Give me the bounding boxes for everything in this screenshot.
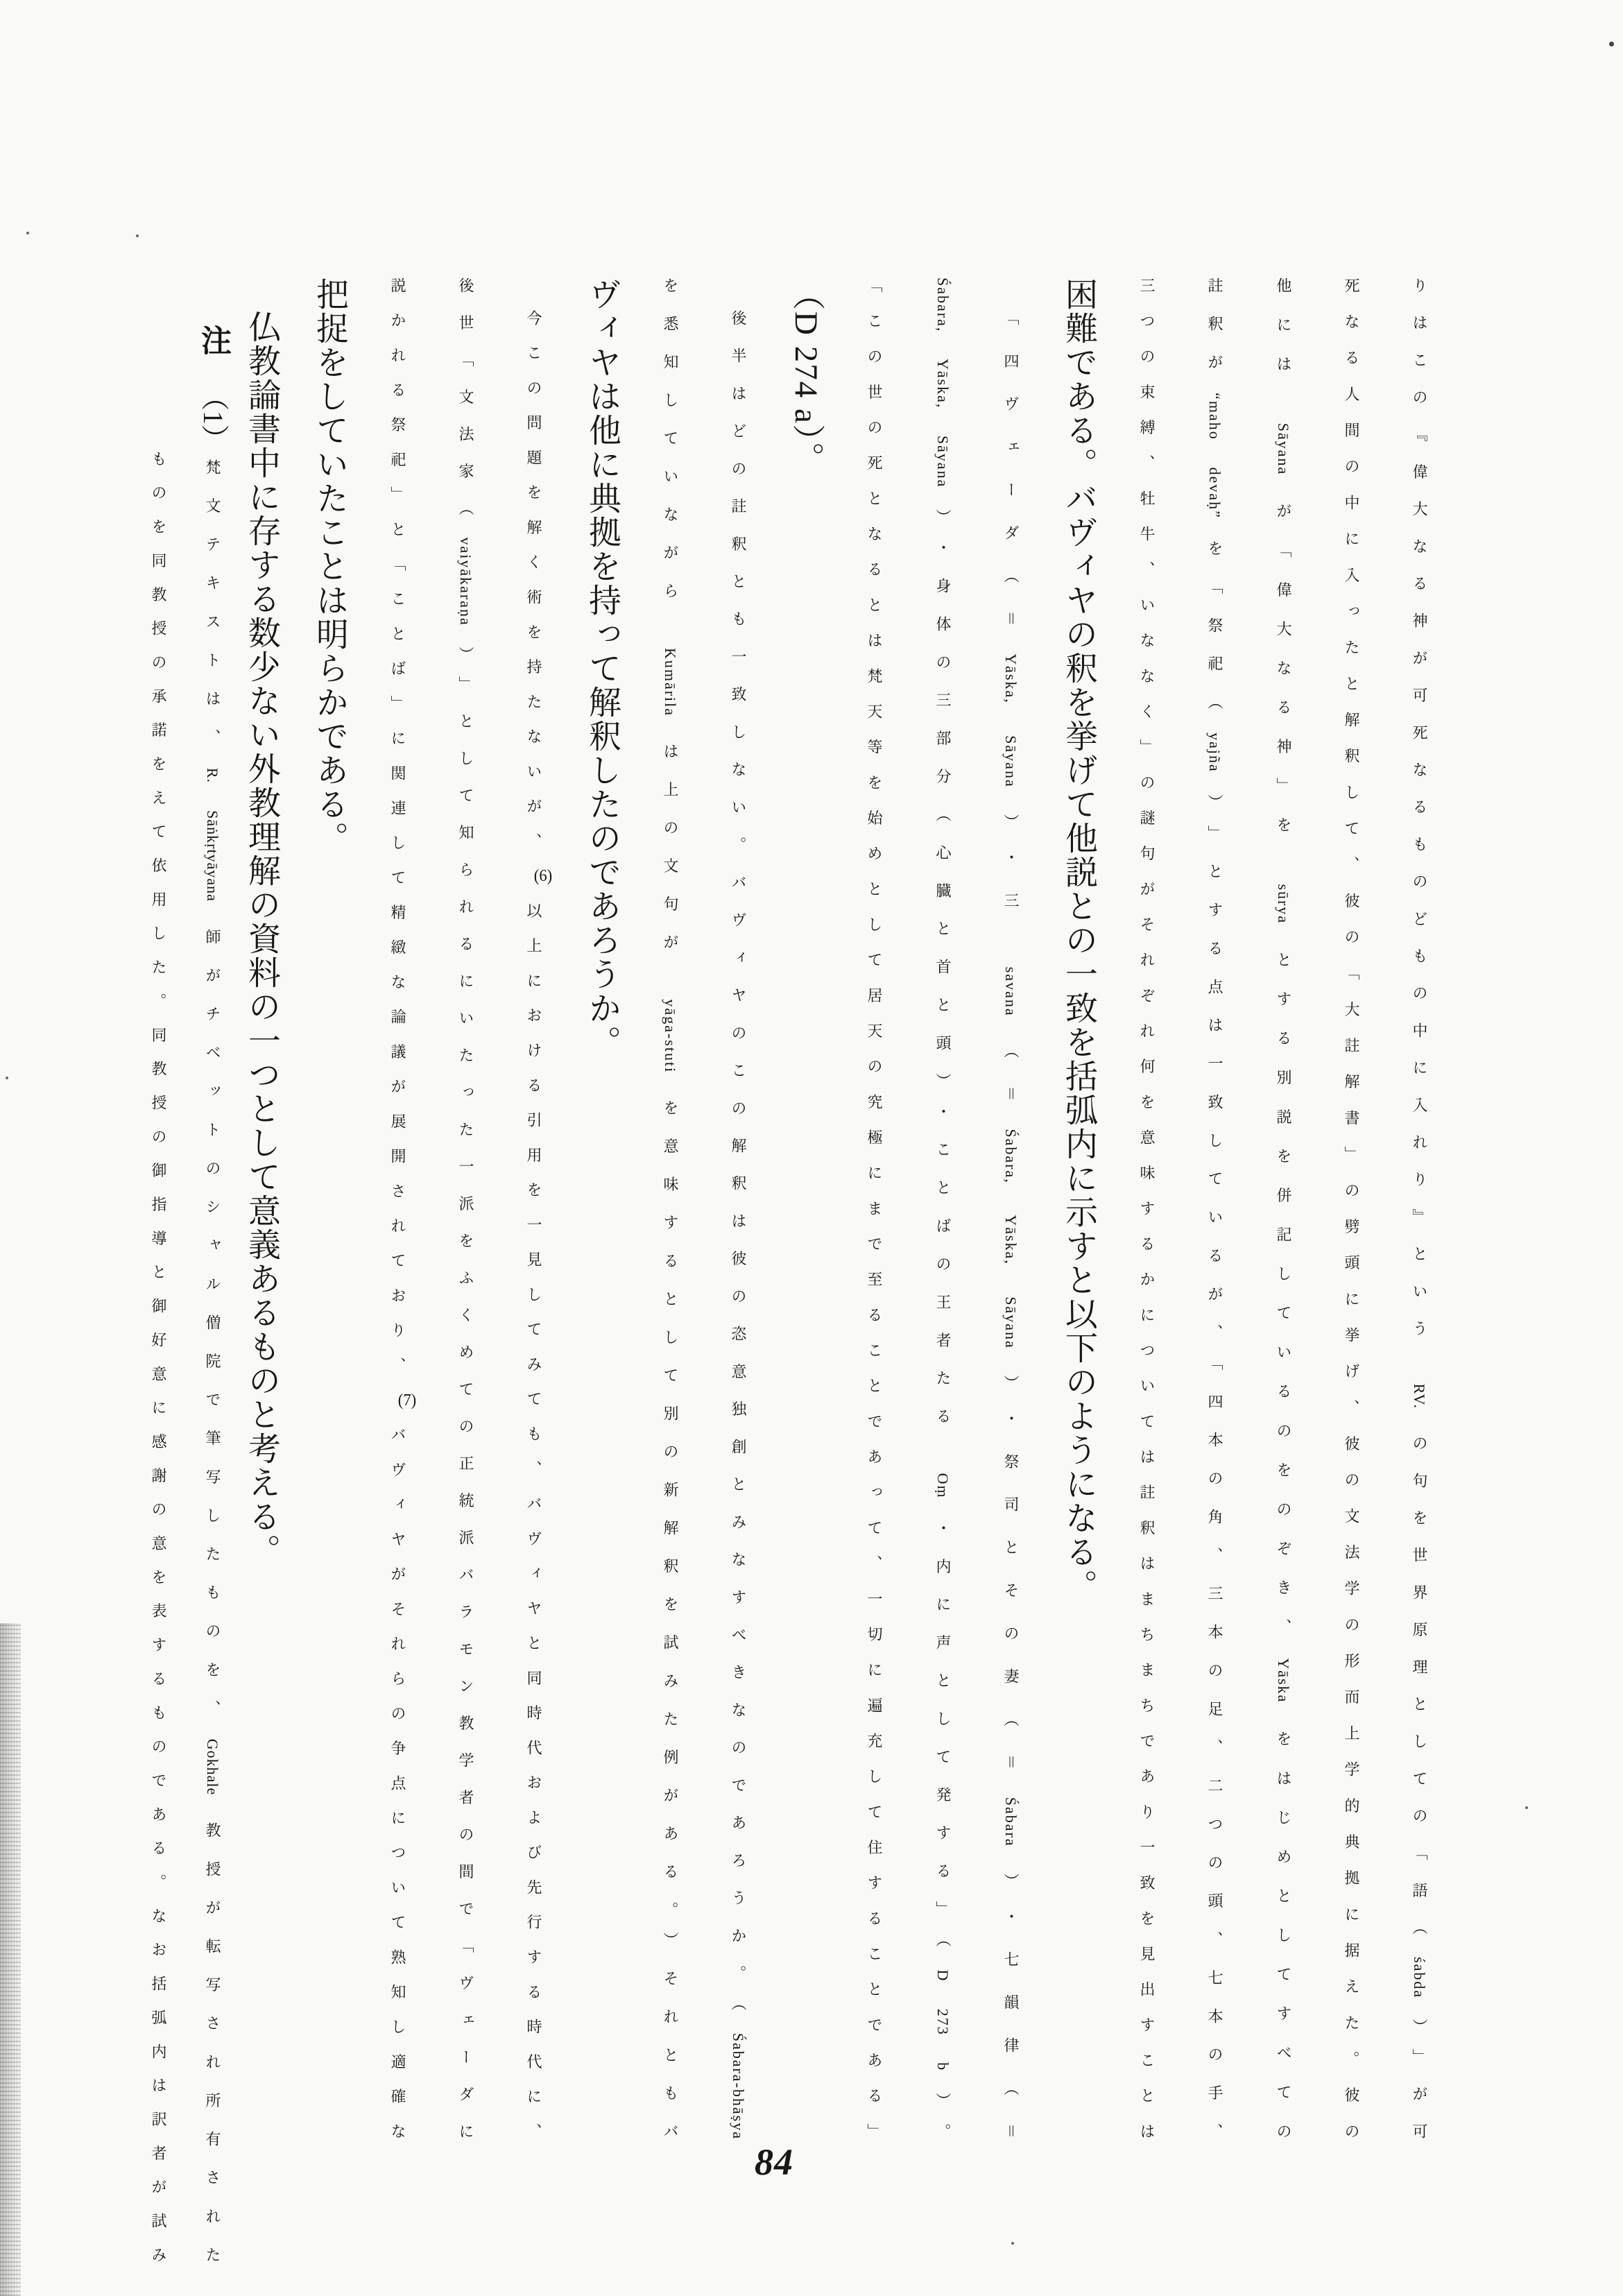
- note-label: [194, 325, 232, 452]
- body-column-14-text-after: 以上における引用を一見してみても、バヴィヤと同時代および先行する時代に、: [525, 902, 542, 2141]
- body-column-4-text: 註釈が“maho devaḥ”を「祭祀（yajña）」とする点は一致しているが、「四本の角、三本の足、二つの頭、七本の手、: [1206, 277, 1223, 2140]
- body-column-8-text: Śabara, Yāska, Sāyana）・身体の三部分（心臓と首と頭）・ことばの王者たる Oṃ・内に声として発する」（D 273 b）。: [934, 277, 952, 2140]
- scan-speck: [136, 234, 139, 237]
- body-column-10-text: （D 274 a）。: [788, 277, 824, 477]
- body-column-2-text: 死なる人間の中に入ったと解釈して、彼の「大註解書」の劈頭に挙げ、彼の文法学の形而上学的典拠に据えた。彼の: [1343, 277, 1360, 2140]
- scan-edge-noise: [0, 1623, 21, 2296]
- body-column-15-text: 後世「文法家（vaiyākaraṇa）」として知られるにいたった一派をふくめての正統派バラモン教学者の間で「ヴェーダに: [457, 277, 474, 2140]
- body-column-9-text: 「この世の死となるとは梵天等を始めとして居天の究極にまで至ることであって、一切に遍充して住することである」: [866, 277, 883, 2141]
- body-column-16: [377, 277, 418, 2140]
- scan-speck: [6, 1077, 8, 1079]
- body-column-18-text: 仏教論書中に存する数少ない外教理解の資料の一つとして意義あるものと考える。: [243, 310, 280, 1568]
- body-column-17-text: 把捉をしていたことは明らかである。: [311, 277, 347, 855]
- body-column-11-text: 後半はどの註釈とも一致しない。バヴィヤのこの解釈は彼の恣意独創とみなすべきなのであろうか。（Śabara-bhāṣya: [730, 310, 747, 2140]
- body-column-12: [649, 277, 691, 2140]
- body-column-14: [513, 310, 554, 2140]
- note-1-line-2: ものを同教授の承諾をえて依用した。同教授の御指導と御好意に感謝の意を表するものである。なお括弧内は訳者が試み: [150, 451, 167, 2263]
- body-column-7-text: 「四ヴェーダ（＝Yāska, Sāyana）・三 savana（＝Śabara, Yāska, Sāyana）・祭司とその妻（＝Śabara）・七韻律（＝: [1002, 310, 1020, 2140]
- body-column-16-text-after: バヴィヤがそれらの争点について熟知し適確な: [389, 1426, 406, 2141]
- body-column-14-content: [525, 310, 553, 2141]
- body-column-13: [581, 277, 623, 2140]
- body-column-18: [241, 310, 282, 2140]
- body-column-17: [309, 277, 350, 2140]
- body-column-14-text: 今この問題を解く術を持たないが、: [525, 310, 542, 868]
- note-number: （1）: [198, 383, 229, 452]
- body-column-15: [445, 277, 486, 2140]
- body-column-4: [1194, 277, 1235, 2140]
- body-column-6-text: 困難である。バヴィヤの釈を挙げて他説との一致を括弧内に示すと以下のようになる。: [1060, 277, 1097, 1603]
- body-column-16-text: 説かれる祭祀」と「ことば」に関連して精緻な論議が展開されており、: [389, 277, 406, 1392]
- page-number: 84: [755, 2141, 793, 2183]
- body-column-5-text: 三つの束縛、牡牛、いななく」の謎句がそれぞれ何を意味するかについては註釈はまちまちであり一致を見出すことは: [1138, 277, 1156, 2141]
- body-column-1-text: りはこの『偉大なる神が可死なるものどもの中に入れり』という RV. の句を世界原理としての「語（śabda）」が可: [1411, 277, 1428, 2140]
- body-column-5: [1126, 277, 1167, 2140]
- body-column-6: [1058, 277, 1099, 2140]
- scan-speck: [26, 232, 29, 234]
- note-reference-7: (7): [397, 1391, 417, 1409]
- body-column-9: [853, 277, 895, 2140]
- body-column-3: [1262, 277, 1304, 2140]
- scan-speck: [1609, 42, 1614, 46]
- body-column-2: [1330, 277, 1372, 2140]
- body-column-11: [717, 310, 759, 2140]
- body-column-3-text: 他には Sāyana が「偉大なる神」を sūrya とする別説を併記しているのをのぞき、Yāska をはじめとしてすべての: [1275, 277, 1292, 2140]
- scan-speck: [1525, 1806, 1528, 1809]
- body-column-7: [990, 310, 1031, 2140]
- body-column-12-text: を悉知していながら Kumārila は上の文句が yāga-stuti を意味するとして別の新解釈を試みた例がある。）それともバ: [662, 277, 679, 2140]
- body-column-13-text: ヴィヤは他に典拠を持って解釈したのであろうか。: [584, 277, 620, 1059]
- note-column-1: [195, 459, 230, 2263]
- body-column-1: [1398, 277, 1440, 2140]
- note-column-2: [141, 451, 175, 2263]
- notes-heading: 注: [196, 325, 230, 355]
- body-column-8: [922, 277, 963, 2140]
- body-column-10: [785, 277, 827, 2140]
- note-1-line-1: 梵文テキストは、R. Sāṅkṛtyāyana 師がチベットのシャル僧院で筆写したものを、Gokhale 教授が転写され所有された: [204, 459, 221, 2263]
- note-reference-6: (6): [533, 868, 553, 885]
- scan-speck: [1011, 2242, 1014, 2245]
- body-column-16-content: [389, 277, 417, 2141]
